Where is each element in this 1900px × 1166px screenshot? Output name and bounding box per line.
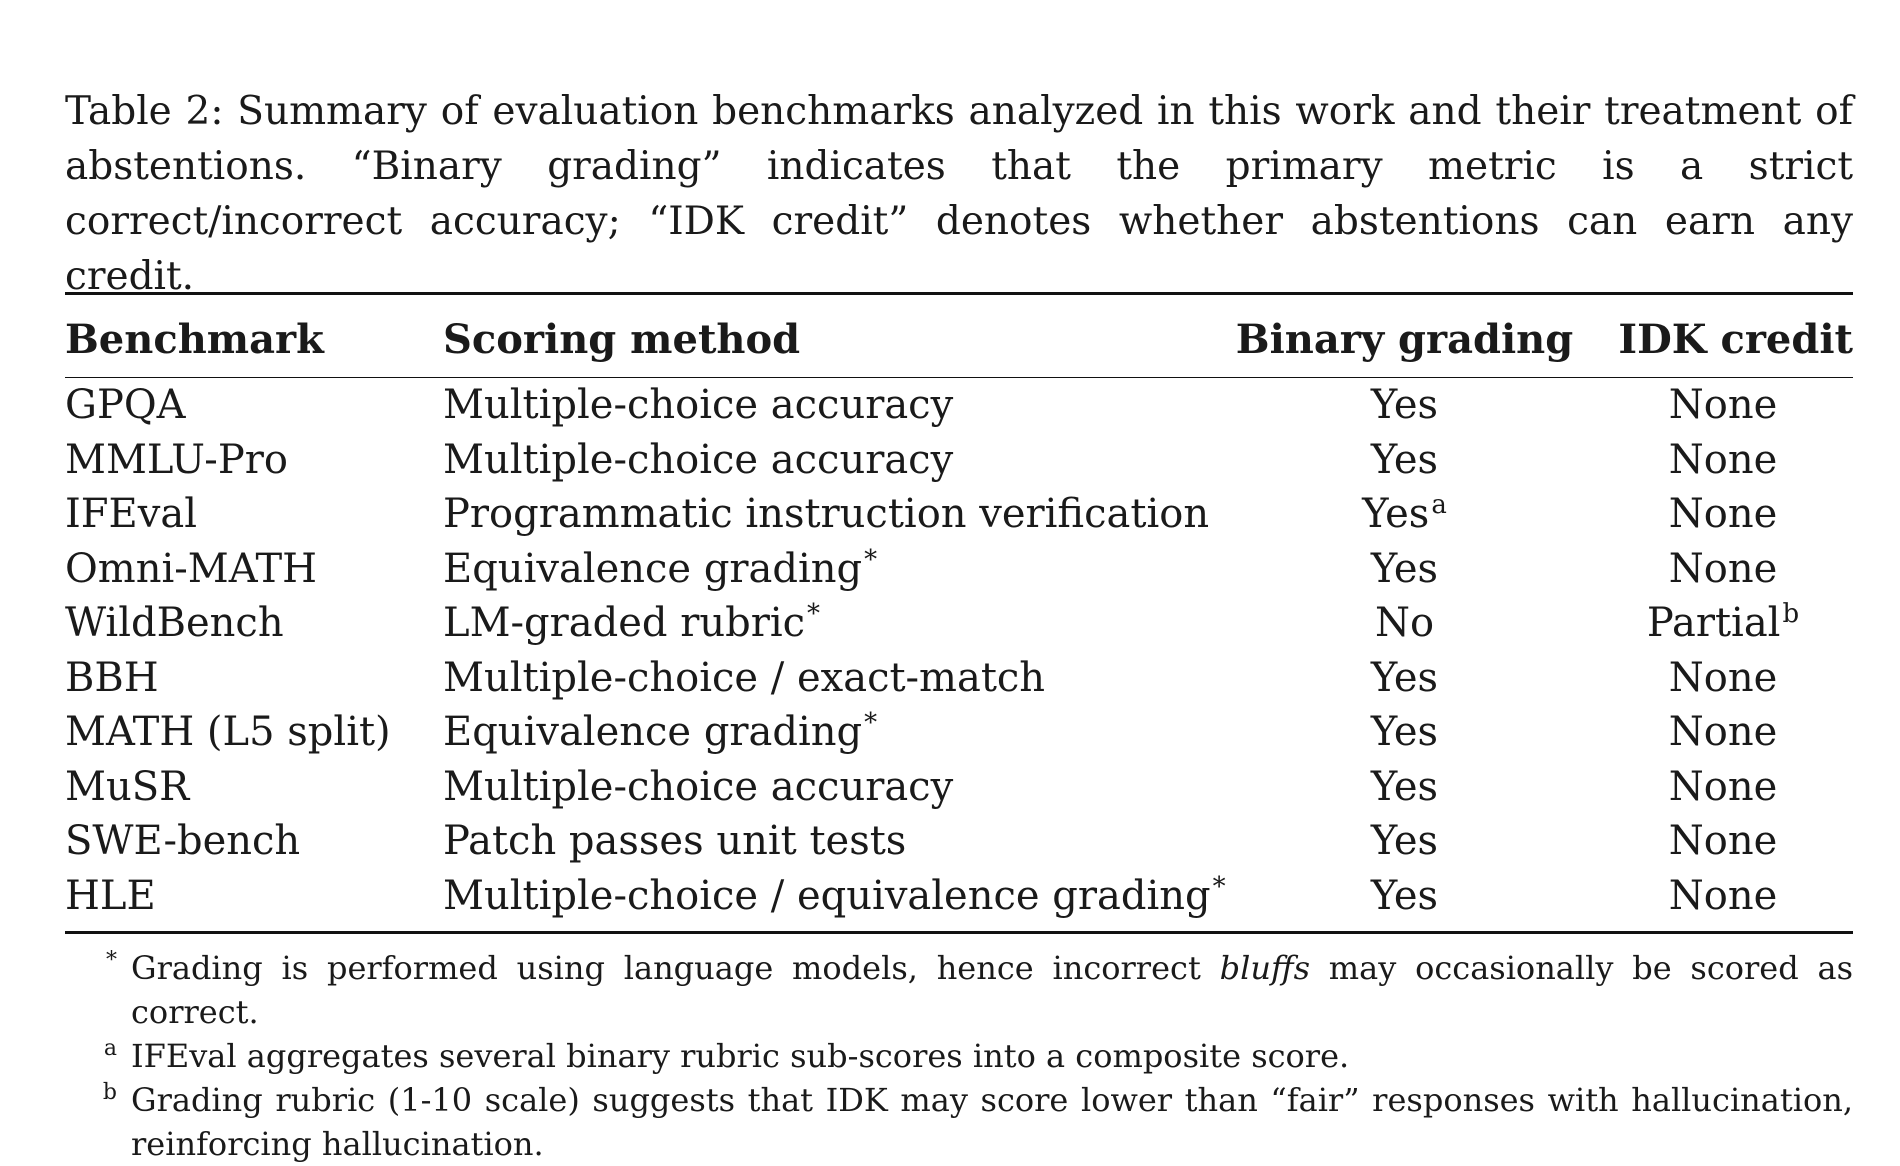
- cell-benchmark-text: MMLU-Pro: [65, 436, 288, 483]
- cell-scoring-method: [443, 378, 1216, 433]
- cell-scoring-method-text: Equivalence grading: [443, 545, 863, 592]
- table-row: [65, 487, 1853, 542]
- cell-idk-credit-text: None: [1668, 709, 1778, 756]
- table-body: [65, 378, 1853, 932]
- cell-benchmark-text: MATH (L5 split): [65, 709, 391, 756]
- table-header-row: [65, 295, 1853, 378]
- footnote-marker: *: [864, 708, 878, 739]
- table-row: [65, 433, 1853, 488]
- cell-idk-credit: [1593, 378, 1853, 433]
- cell-scoring-method-text: Programmatic instruction verification: [443, 491, 1210, 538]
- footnote-text: [131, 1078, 1853, 1166]
- cell-idk-credit-text: Partial: [1646, 600, 1781, 647]
- header-binary-grading: Binary grading: [1235, 315, 1574, 363]
- cell-idk-credit-text: None: [1668, 654, 1778, 701]
- cell-idk-credit-text: None: [1668, 763, 1778, 810]
- footnote-mark: a: [103, 1036, 117, 1061]
- cell-benchmark-text: MuSR: [65, 763, 190, 810]
- table-caption: Table 2: Summary of evaluation benchmarks analyzed in this work and their treatment of abstentions. “Binary grading” indicates that the primary metric is a strict correct/incorrect accuracy; “IDK credit” denotes whether abstentions can earn any credit.: [65, 89, 1853, 299]
- footnote-mark: b: [102, 1080, 117, 1105]
- table-row: [65, 760, 1853, 815]
- cell-benchmark: [65, 760, 443, 815]
- table-footnotes: [65, 946, 1853, 1166]
- cell-scoring-method: [443, 705, 1216, 760]
- cell-benchmark: [65, 596, 443, 651]
- cell-scoring-method: [443, 869, 1226, 932]
- cell-binary-grading-text: Yes: [1370, 872, 1439, 919]
- footnote-text-before: Grading is performed using language models, hence incorrect: [131, 949, 1220, 987]
- cell-idk-credit: [1593, 869, 1853, 932]
- cell-idk-credit: [1593, 651, 1853, 706]
- cell-binary-grading: [1216, 433, 1593, 488]
- cell-binary-grading-text: Yes: [1370, 818, 1439, 865]
- cell-idk-credit: [1593, 433, 1853, 488]
- table-row: [65, 814, 1853, 869]
- benchmark-table-block: [65, 292, 1853, 1166]
- cell-binary-grading: [1216, 487, 1593, 542]
- cell-idk-credit-text: None: [1668, 382, 1778, 429]
- cell-scoring-method: [443, 814, 1216, 869]
- cell-idk-credit: [1593, 487, 1853, 542]
- cell-binary-grading: [1216, 378, 1593, 433]
- cell-binary-grading: [1216, 651, 1593, 706]
- footnote-marker: *: [864, 544, 878, 575]
- header-benchmark: Benchmark: [65, 315, 324, 363]
- cell-benchmark-text: BBH: [65, 654, 159, 701]
- footnote: [65, 1034, 1853, 1078]
- cell-scoring-method-text: Equivalence grading: [443, 709, 863, 756]
- cell-benchmark: [65, 869, 443, 932]
- footnote-emphasis: bluffs: [1219, 949, 1311, 987]
- table-row: [65, 651, 1853, 706]
- cell-benchmark: [65, 814, 443, 869]
- cell-scoring-method: [443, 651, 1216, 706]
- header-idk-credit: IDK credit: [1618, 315, 1853, 363]
- cell-binary-grading-text: Yes: [1370, 654, 1439, 701]
- cell-binary-grading-text: Yes: [1370, 382, 1439, 429]
- table-row: [65, 378, 1853, 433]
- footnote-marker: *: [807, 599, 821, 630]
- cell-binary-grading-text: Yes: [1362, 491, 1430, 538]
- footnote-text-before: Grading rubric (1-10 scale) suggests that IDK may score lower than “fair” responses with hallucination, reinforcing hallucination.: [131, 1081, 1853, 1163]
- cell-benchmark-text: IFEval: [65, 491, 197, 538]
- footnote: [65, 946, 1853, 1034]
- cell-idk-credit-text: None: [1668, 436, 1778, 483]
- cell-benchmark: [65, 378, 443, 433]
- cell-idk-credit: [1593, 760, 1853, 815]
- footnote-text: [131, 946, 1853, 1034]
- footnote-marker: *: [1212, 871, 1226, 902]
- cell-scoring-method: [443, 487, 1216, 542]
- cell-scoring-method-text: Multiple-choice accuracy: [443, 763, 954, 810]
- cell-scoring-method: [443, 760, 1216, 815]
- cell-idk-credit: [1593, 814, 1853, 869]
- cell-binary-grading-text: No: [1374, 600, 1435, 647]
- cell-scoring-method: [443, 596, 1216, 651]
- footnote-marker: b: [1782, 599, 1800, 630]
- cell-idk-credit: [1593, 596, 1853, 651]
- cell-binary-grading-text: Yes: [1370, 763, 1439, 810]
- footnote: [65, 1078, 1853, 1166]
- cell-idk-credit: [1593, 705, 1853, 760]
- cell-benchmark-text: WildBench: [65, 600, 284, 647]
- cell-scoring-method-text: Multiple-choice accuracy: [443, 436, 954, 483]
- cell-idk-credit-text: None: [1668, 818, 1778, 865]
- cell-benchmark: [65, 542, 443, 597]
- cell-benchmark: [65, 651, 443, 706]
- cell-benchmark-text: Omni-MATH: [65, 545, 318, 592]
- footnote-text-after: may occasionally be scored as correct.: [131, 949, 1854, 1031]
- cell-binary-grading: [1216, 596, 1593, 651]
- footnote-text: [131, 1034, 1853, 1078]
- cell-benchmark-text: HLE: [65, 872, 156, 919]
- cell-scoring-method-text: LM-graded rubric: [443, 600, 806, 647]
- cell-idk-credit-text: None: [1668, 545, 1778, 592]
- header-scoring-method: Scoring method: [443, 315, 801, 363]
- footnote-text-before: IFEval aggregates several binary rubric sub-scores into a composite score.: [131, 1037, 1350, 1075]
- table-row: [65, 596, 1853, 651]
- cell-binary-grading: [1216, 814, 1593, 869]
- cell-scoring-method: [443, 542, 1216, 597]
- benchmark-table: [65, 295, 1853, 931]
- cell-scoring-method: [443, 433, 1216, 488]
- table-row: [65, 705, 1853, 760]
- table-row: [65, 542, 1853, 597]
- table-bottom-rule: [65, 931, 1853, 934]
- cell-scoring-method-text: Multiple-choice accuracy: [443, 382, 954, 429]
- cell-idk-credit-text: None: [1668, 491, 1778, 538]
- cell-idk-credit: [1593, 542, 1853, 597]
- table-row: [65, 869, 1853, 932]
- cell-binary-grading: [1216, 542, 1593, 597]
- footnote-marker: a: [1431, 490, 1447, 521]
- cell-binary-grading: [1216, 869, 1593, 932]
- cell-benchmark: [65, 487, 443, 542]
- cell-scoring-method-text: Multiple-choice / equivalence grading: [443, 872, 1211, 919]
- cell-idk-credit-text: None: [1668, 872, 1778, 919]
- cell-binary-grading: [1216, 705, 1593, 760]
- footnote-mark: *: [106, 948, 117, 973]
- cell-binary-grading: [1216, 760, 1593, 815]
- cell-binary-grading-text: Yes: [1370, 436, 1439, 483]
- cell-benchmark: [65, 705, 443, 760]
- cell-benchmark-text: SWE-bench: [65, 818, 301, 865]
- cell-scoring-method-text: Patch passes unit tests: [443, 818, 907, 865]
- cell-benchmark: [65, 433, 443, 488]
- cell-scoring-method-text: Multiple-choice / exact-match: [443, 654, 1046, 701]
- cell-benchmark-text: GPQA: [65, 382, 186, 429]
- cell-binary-grading-text: Yes: [1370, 545, 1439, 592]
- cell-binary-grading-text: Yes: [1370, 709, 1439, 756]
